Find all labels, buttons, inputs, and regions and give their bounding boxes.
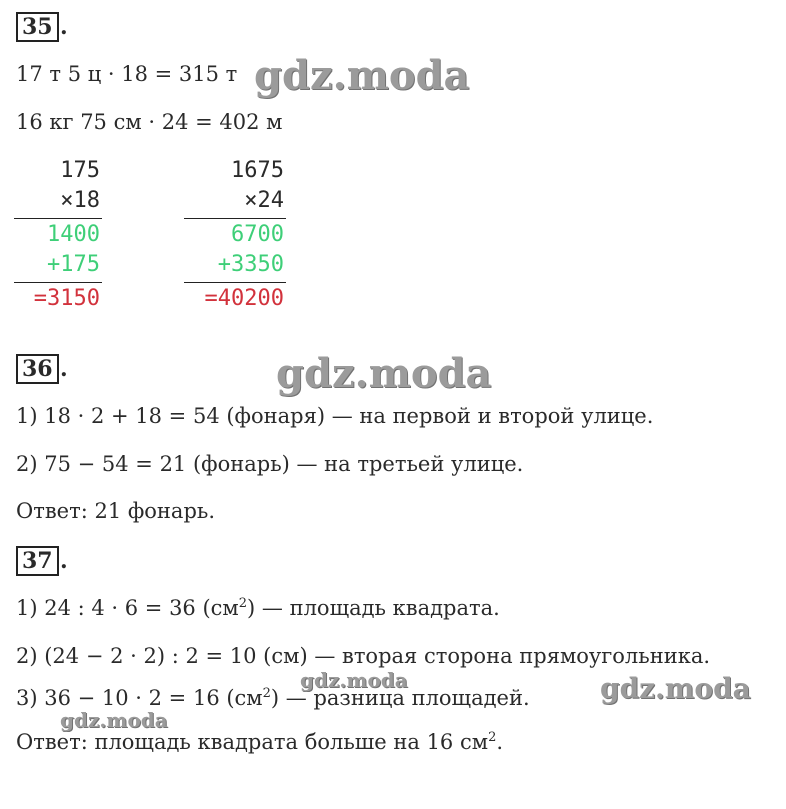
task-number-dot: .	[60, 548, 68, 574]
multiplier: ×24	[244, 188, 284, 213]
watermark-logo: gdz.moda	[300, 668, 408, 692]
task35-line-2: 16 кг 75 см · 24 = 402 м	[16, 110, 283, 134]
partial-product-1: 1400	[47, 222, 100, 247]
divider-line	[14, 282, 102, 283]
partial-product-2: +175	[47, 252, 100, 277]
divider-line	[184, 282, 286, 283]
task36-answer: Ответ: 21 фонарь.	[16, 499, 215, 523]
task35-line-1: 17 т 5 ц · 18 = 315 т	[16, 62, 238, 86]
partial-product-2: +3350	[217, 252, 284, 277]
multiplicand: 1675	[231, 158, 284, 183]
task-number-36: 36	[16, 354, 59, 384]
watermark-logo: gdz.moda	[600, 672, 751, 705]
task37-step-1: 1) 24 : 4 · 6 = 36 $(см^2)$ — площадь квадрата.	[16, 596, 500, 620]
product-result: =40200	[204, 286, 284, 311]
multiplicand: 175	[60, 158, 100, 183]
task-number-dot: .	[60, 356, 68, 382]
watermark-logo: gdz.moda	[276, 350, 492, 397]
divider-line	[184, 218, 286, 219]
divider-line	[14, 218, 102, 219]
multiplier: ×18	[60, 188, 100, 213]
task37-step-3: 3) 36 − 10 · 2 = 16 $(см^2)$ — разница площадей.	[16, 686, 530, 710]
task-number-dot: .	[60, 14, 68, 40]
task37-answer: Ответ: площадь квадрата больше на 16 $см^2$.	[16, 730, 504, 754]
task-number-37: 37	[16, 546, 59, 576]
task36-step-1: 1) 18 · 2 + 18 = 54 (фонаря) — на первой и второй улице.	[16, 404, 654, 428]
task36-step-2: 2) 75 − 54 = 21 (фонарь) — на третьей улице.	[16, 452, 524, 476]
task-number-35: 35	[16, 12, 59, 42]
partial-product-1: 6700	[231, 222, 284, 247]
watermark-logo: gdz.moda	[254, 52, 470, 99]
product-result: =3150	[33, 286, 100, 311]
watermark-logo: gdz.moda	[60, 708, 168, 732]
task37-step-2: 2) (24 − 2 · 2) : 2 = 10 (см) — вторая сторона прямоугольника.	[16, 644, 711, 668]
